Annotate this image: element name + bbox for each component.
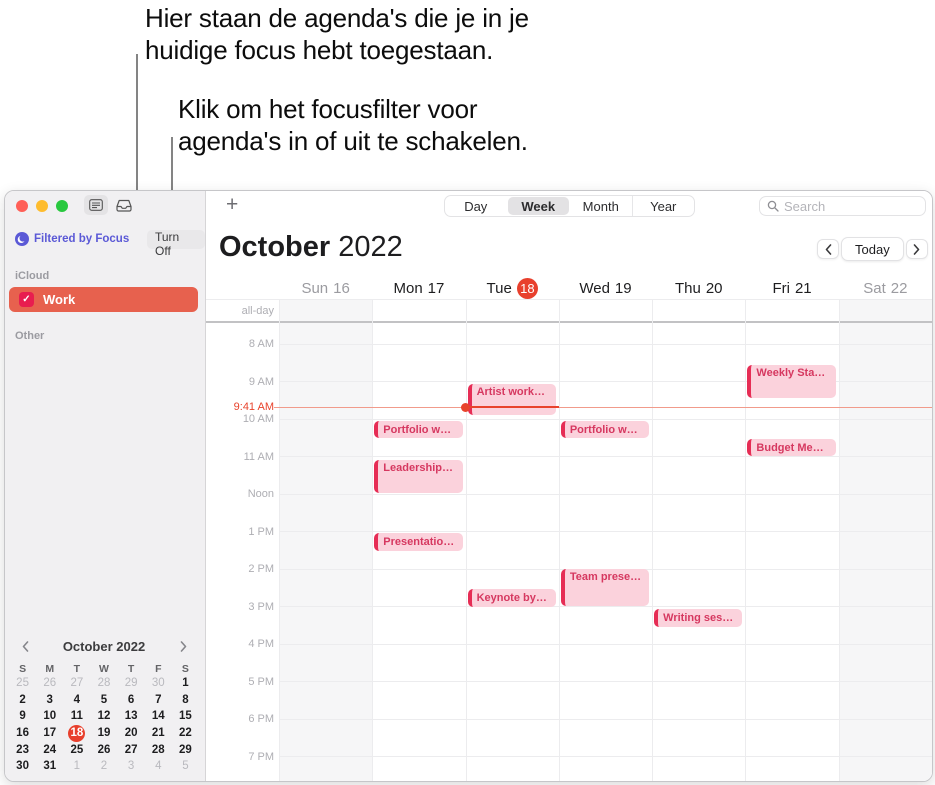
annotation-line: Hier staan de agenda's die je in je: [145, 3, 529, 33]
mini-calendar-day[interactable]: 25: [70, 743, 84, 756]
event-team-prese-[interactable]: Team prese…: [561, 569, 649, 606]
mini-calendar-day[interactable]: 17: [43, 727, 57, 740]
mini-calendar-day[interactable]: 7: [155, 693, 162, 706]
mini-calendar-day[interactable]: 21: [151, 727, 165, 740]
mini-calendar-day[interactable]: 24: [43, 743, 57, 756]
mini-calendar-day[interactable]: 30: [16, 760, 29, 773]
day-name: Tue: [486, 279, 512, 297]
column-gridline: [745, 299, 746, 781]
day-date: 17: [427, 279, 445, 297]
mini-calendar-week-row: [9, 708, 199, 725]
search-icon: [767, 200, 779, 212]
calendar-list-toggle-button[interactable]: [84, 195, 108, 215]
event-keynote-by-[interactable]: Keynote by…: [468, 589, 556, 607]
turn-off-focus-button[interactable]: Turn Off: [147, 230, 205, 249]
annotation-line: huidige focus hebt toegestaan.: [145, 35, 494, 65]
mini-calendar-day[interactable]: 16: [16, 727, 29, 740]
column-gridline: [839, 299, 840, 781]
time-label: 10 AM: [242, 413, 274, 425]
event-weekly-sta-[interactable]: Weekly Sta…: [747, 365, 835, 398]
calendar-item-work[interactable]: [9, 287, 198, 312]
mini-calendar-day[interactable]: 22: [179, 727, 192, 740]
time-label: 5 PM: [248, 675, 274, 688]
add-event-button[interactable]: +: [226, 193, 239, 216]
time-label: 7 PM: [248, 750, 274, 763]
hour-gridline: [279, 681, 932, 682]
mini-calendar-next-button[interactable]: [176, 638, 190, 654]
column-gridline: [372, 299, 373, 781]
day-header-sat: [839, 277, 932, 299]
time-label: 2 PM: [248, 563, 274, 575]
sidebar-section-icloud: iCloud: [15, 270, 50, 282]
annotation-focus-filter: [178, 93, 528, 157]
close-window-button[interactable]: [16, 200, 28, 212]
mini-calendar-day[interactable]: 20: [124, 727, 138, 740]
mini-calendar-weekday: M: [45, 663, 55, 675]
hour-gridline: [279, 719, 932, 720]
tab-day[interactable]: Day: [464, 198, 488, 214]
mini-calendar-day[interactable]: 28: [97, 677, 111, 690]
day-name: Thu: [674, 279, 701, 297]
month-title-year: 2022: [338, 231, 403, 263]
current-time-line: [274, 407, 932, 408]
mini-calendar-day[interactable]: 13: [124, 710, 138, 723]
mini-calendar-day[interactable]: 5: [182, 760, 189, 773]
mini-calendar-day[interactable]: 12: [97, 710, 111, 723]
day-header-tue: [466, 277, 559, 299]
day-header-wed: [559, 277, 652, 299]
event-portfolio-w-[interactable]: Portfolio w…: [374, 421, 462, 438]
mini-calendar-today[interactable]: [63, 725, 90, 742]
event-leadership-[interactable]: Leadership…: [374, 460, 462, 493]
mini-calendar-weekday: T: [73, 663, 81, 675]
mini-calendar-day[interactable]: 1: [73, 760, 81, 773]
mini-calendar-day[interactable]: 3: [46, 693, 53, 706]
focus-moon-icon: [15, 232, 29, 246]
calendar-main-pane: [206, 191, 932, 781]
mini-calendar-day[interactable]: 5: [100, 693, 108, 706]
mini-calendar-day[interactable]: 27: [124, 743, 138, 756]
current-time-line-today: [466, 406, 559, 408]
column-gridline: [279, 299, 280, 781]
mini-calendar-day[interactable]: 31: [43, 760, 57, 773]
mini-calendar-day[interactable]: 10: [43, 710, 57, 723]
month-title-month: October: [219, 231, 331, 263]
calendar-list-icon: [89, 199, 103, 211]
mini-calendar-week-row: [9, 741, 199, 758]
day-name: Sat: [863, 279, 886, 297]
view-switcher: [444, 195, 695, 217]
time-label: 3 PM: [248, 600, 274, 613]
annotation-line: agenda's in of uit te schakelen.: [178, 126, 528, 156]
work-calendar-label: Work: [43, 292, 76, 307]
weekend-column-shade: [839, 299, 932, 781]
mini-calendar-day[interactable]: 19: [97, 727, 111, 740]
mini-calendar-day[interactable]: 14: [151, 710, 165, 723]
inbox-button[interactable]: [112, 195, 136, 215]
hour-gridline: [279, 494, 932, 495]
annotation-focus-calendars: [145, 2, 529, 66]
hour-gridline: [279, 344, 932, 345]
search-input[interactable]: [784, 199, 918, 214]
all-day-label: all-day: [241, 305, 274, 317]
annotation-line: Klik om het focusfilter voor: [178, 94, 478, 124]
mini-calendar-title: October 2022: [62, 638, 146, 654]
day-date: 20: [705, 279, 723, 297]
mini-calendar-weekday: W: [99, 663, 109, 675]
window-controls: [16, 200, 68, 212]
week-day-headers: [279, 277, 932, 299]
mini-calendar-day[interactable]: 4: [73, 693, 81, 706]
today-circle-badge: 18: [68, 725, 85, 742]
current-time-dot: [461, 403, 470, 412]
time-label: 6 PM: [248, 713, 274, 725]
hour-gridline: [279, 456, 932, 457]
event-presentatio-[interactable]: Presentatio…: [374, 533, 462, 551]
time-label: 1 PM: [248, 525, 274, 538]
mini-calendar-day[interactable]: 2: [19, 693, 26, 706]
mini-calendar-week-row: [9, 725, 199, 742]
event-writing-ses-[interactable]: Writing ses…: [654, 609, 742, 627]
filtered-by-focus-label: Filtered by Focus: [34, 233, 130, 245]
day-date: 21: [794, 279, 812, 297]
mini-calendar-weekday: S: [19, 663, 27, 675]
column-gridline: [652, 299, 653, 781]
work-checkbox[interactable]: ✓: [19, 292, 34, 307]
inbox-tray-icon: [116, 199, 132, 212]
today-date-badge: 18: [517, 278, 538, 299]
mini-calendar-weekday: T: [127, 663, 135, 675]
time-label: Noon: [247, 488, 274, 500]
next-week-button[interactable]: [906, 239, 928, 259]
event-artist-work-[interactable]: Artist work…: [468, 384, 556, 415]
mini-calendar-day[interactable]: 30: [151, 677, 165, 690]
day-name: Mon: [393, 279, 423, 297]
event-portfolio-w-[interactable]: Portfolio w…: [561, 421, 649, 438]
event-budget-me-[interactable]: Budget Me…: [747, 439, 835, 456]
hour-gridline: [279, 419, 932, 420]
month-title: [219, 231, 403, 263]
day-header-fri: [745, 277, 838, 299]
time-label: 11 AM: [243, 450, 274, 463]
calendar-window: [4, 190, 933, 782]
mini-calendar-day[interactable]: 4: [155, 760, 162, 773]
mini-calendar-prev-button[interactable]: [18, 638, 32, 654]
mini-calendar-day[interactable]: 2: [100, 760, 108, 773]
day-header-thu: [652, 277, 745, 299]
mini-calendar-day[interactable]: 1: [182, 677, 189, 690]
weekend-column-shade: [279, 299, 372, 781]
tab-year[interactable]: Year: [632, 196, 695, 216]
tab-week[interactable]: Week: [508, 197, 570, 215]
day-name: Wed: [579, 279, 610, 297]
day-date: 19: [614, 279, 632, 297]
day-header-sun: [279, 277, 372, 299]
day-header-mon: [372, 277, 465, 299]
mini-calendar-day[interactable]: 28: [151, 743, 165, 756]
day-name: Sun: [301, 279, 329, 297]
mini-calendar: [9, 637, 199, 775]
day-date: 16: [333, 279, 350, 297]
day-name: Fri: [772, 279, 790, 297]
hour-gridline: [279, 644, 932, 645]
mini-calendar-weekday: F: [155, 663, 162, 675]
mini-calendar-day[interactable]: 23: [16, 743, 29, 756]
mini-calendar-week-row: [9, 675, 199, 692]
time-label: 9 AM: [248, 375, 274, 388]
day-date: 22: [890, 279, 908, 297]
mini-calendar-day[interactable]: 8: [182, 693, 189, 706]
mini-calendar-week-row: [9, 758, 199, 775]
hour-gridline: [279, 531, 932, 532]
sidebar: [5, 191, 206, 781]
all-day-row-divider: [206, 299, 932, 300]
mini-calendar-day[interactable]: 6: [127, 693, 135, 706]
minimize-window-button[interactable]: [36, 200, 48, 212]
mini-calendar-week-row: [9, 692, 199, 709]
filtered-by-focus-button[interactable]: [15, 232, 129, 246]
hour-gridline: [279, 606, 932, 607]
mini-calendar-day[interactable]: 29: [179, 743, 192, 756]
sidebar-section-other: Other: [15, 330, 45, 342]
mini-calendar-day[interactable]: 11: [70, 710, 83, 723]
mini-calendar-day[interactable]: 29: [124, 677, 138, 690]
mini-calendar-day-headers: [9, 663, 199, 675]
tab-month[interactable]: Month: [582, 198, 619, 214]
date-navigation: [817, 237, 928, 261]
today-button[interactable]: Today: [841, 237, 904, 261]
column-gridline: [559, 299, 560, 781]
time-label: 8 AM: [248, 338, 274, 350]
mini-calendar-day[interactable]: 15: [179, 710, 192, 723]
mini-calendar-day[interactable]: 9: [19, 710, 26, 723]
column-gridline: [466, 299, 467, 781]
mini-calendar-weekday: S: [181, 663, 189, 675]
previous-week-button[interactable]: [817, 239, 839, 259]
time-label: 4 PM: [248, 638, 274, 650]
current-time-label: 9:41 AM: [233, 401, 274, 413]
mini-calendar-day[interactable]: 3: [127, 760, 135, 773]
grid-top-divider: [206, 321, 932, 323]
mini-calendar-day[interactable]: 27: [70, 677, 84, 690]
mini-calendar-day[interactable]: 25: [16, 677, 29, 690]
mini-calendar-day[interactable]: 26: [97, 743, 111, 756]
zoom-window-button[interactable]: [56, 200, 68, 212]
hour-gridline: [279, 756, 932, 757]
search-field[interactable]: [759, 196, 926, 216]
mini-calendar-day[interactable]: 26: [43, 677, 57, 690]
